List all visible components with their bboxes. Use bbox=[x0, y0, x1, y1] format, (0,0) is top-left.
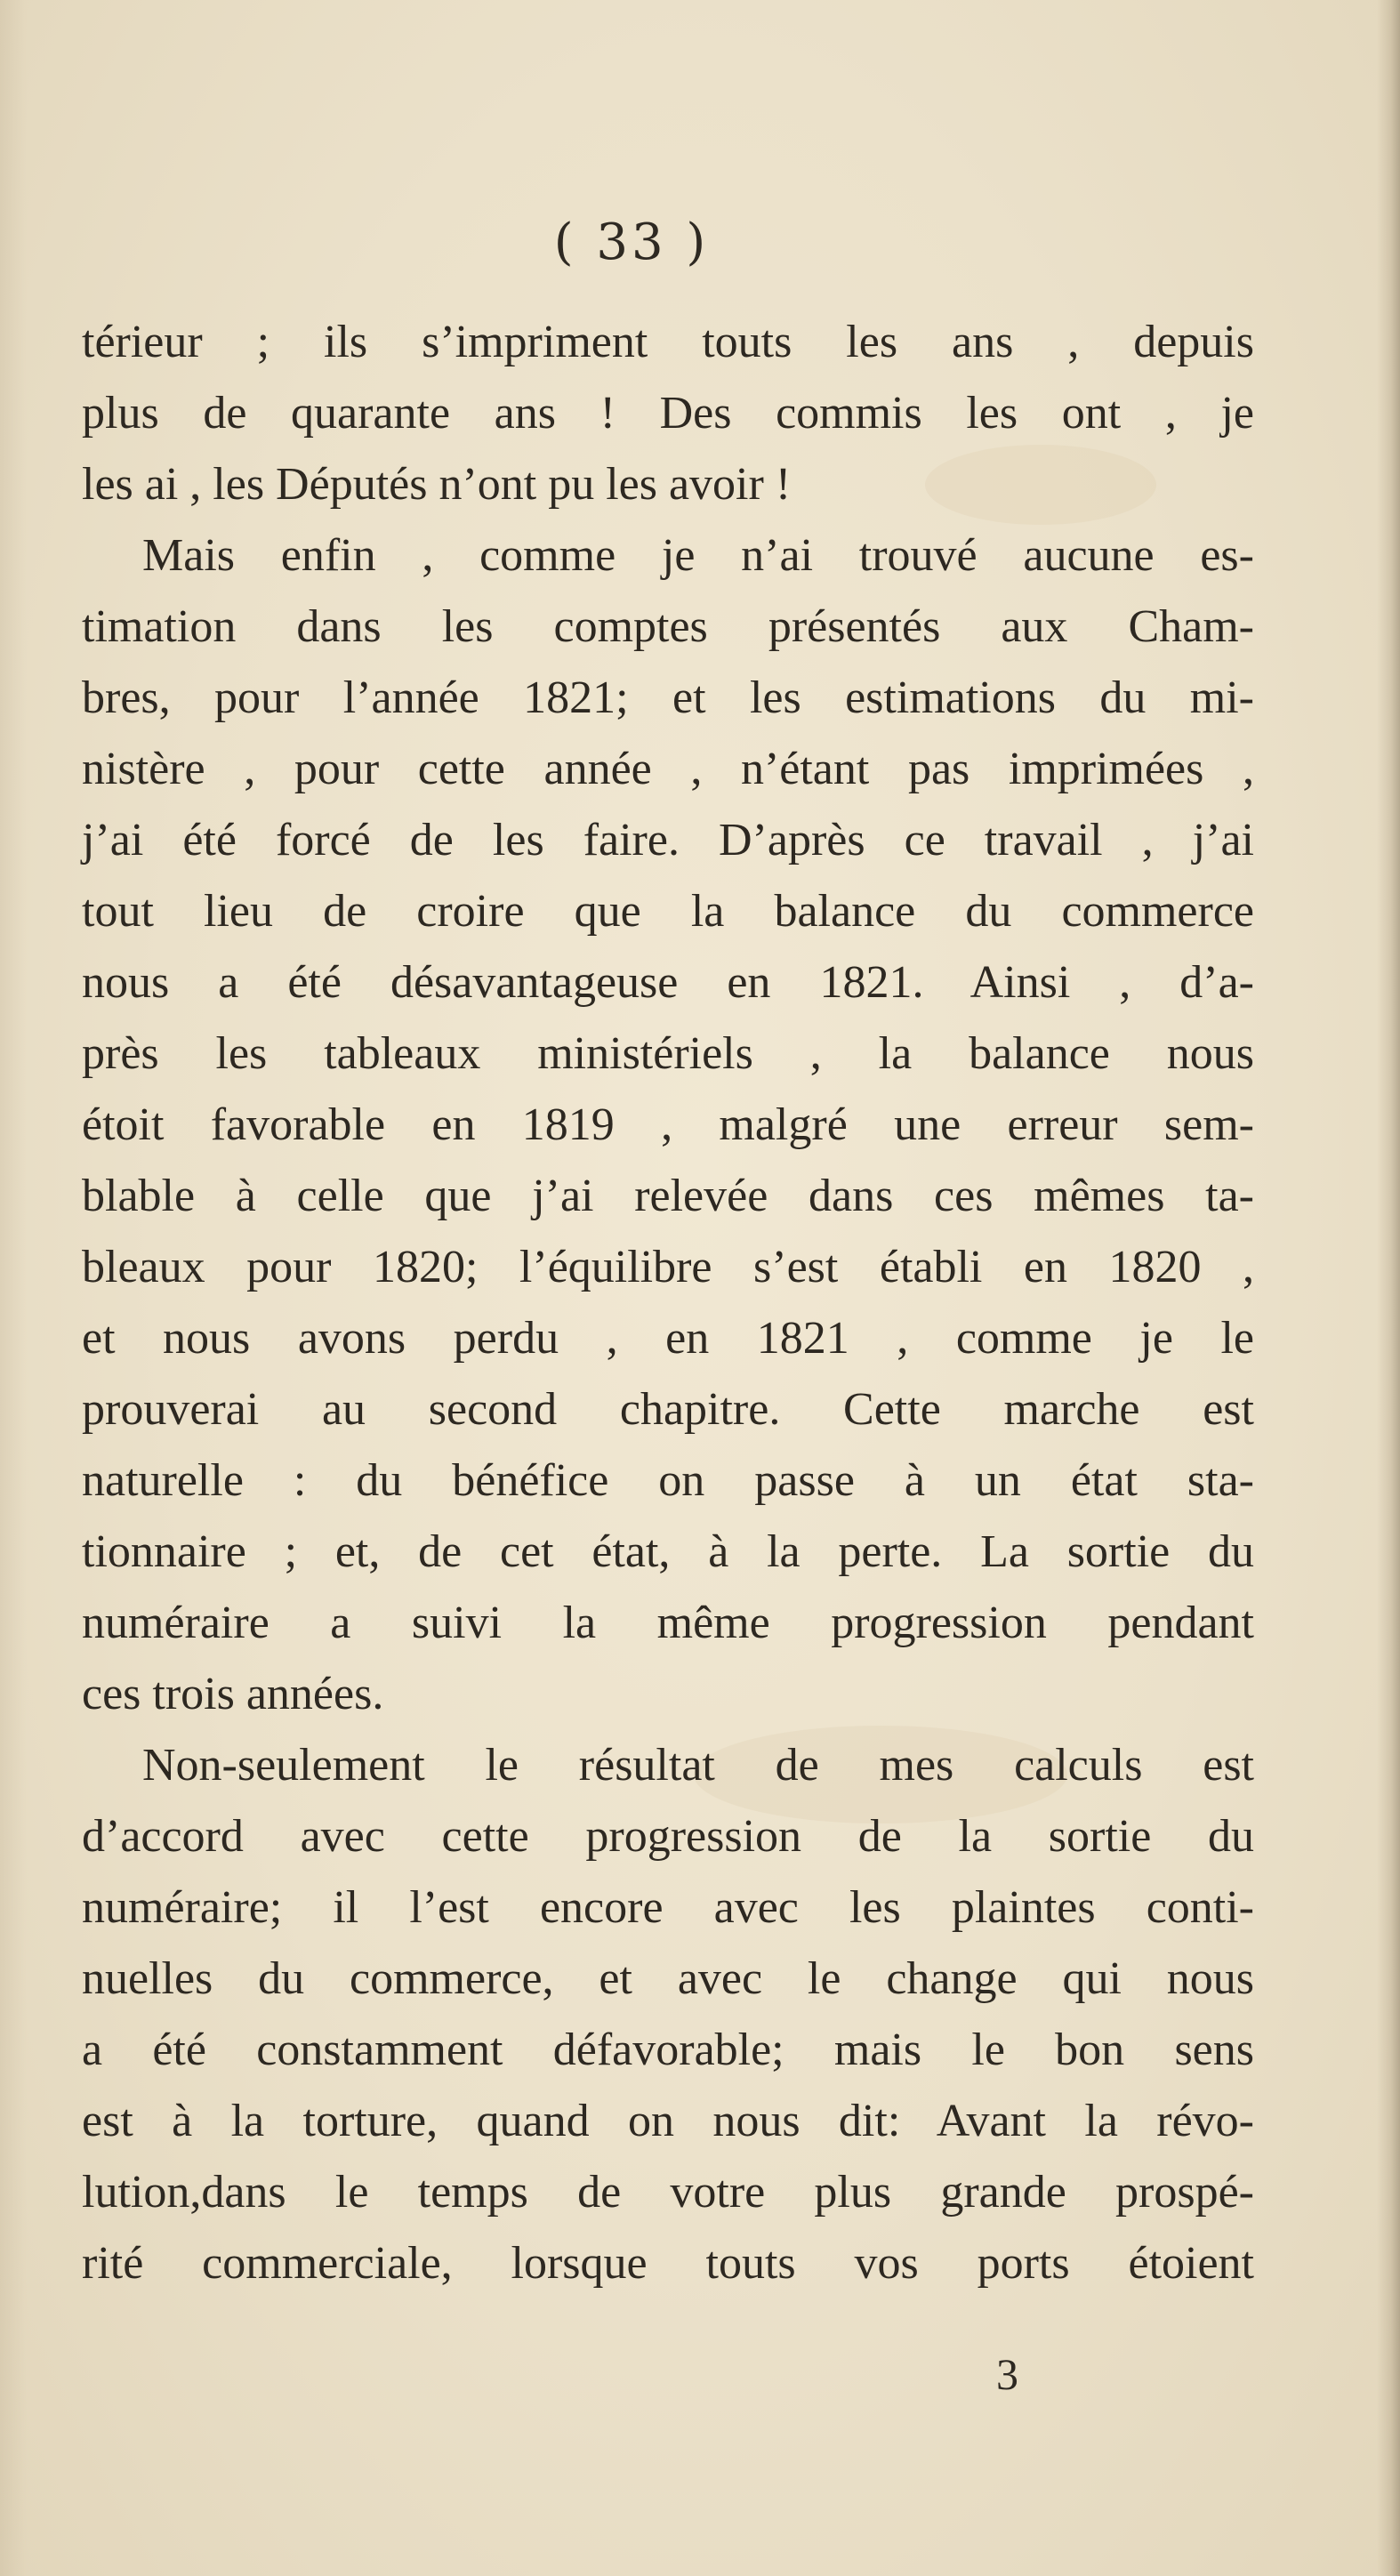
text-line: d’accord avec cette progression de la sortie du bbox=[82, 1811, 1254, 1862]
page-number: ( 33 ) bbox=[553, 213, 710, 271]
text-line: naturelle : du bénéfice on passe à un état sta- bbox=[82, 1455, 1254, 1506]
text-line: a été constamment défavorable; mais le bon sens bbox=[82, 2025, 1254, 2075]
page-left-shadow bbox=[0, 0, 27, 2576]
text-line: ces trois années. bbox=[82, 1669, 384, 1719]
text-line: près les tableaux ministériels , la balance nous bbox=[82, 1028, 1254, 1079]
body-text bbox=[82, 307, 1254, 2299]
text-line: Non-seulement le résultat de mes calculs est bbox=[142, 1740, 1254, 1791]
text-line: nistère , pour cette année , n’étant pas imprimées , bbox=[82, 744, 1254, 794]
text-line: numéraire; il l’est encore avec les plaintes conti- bbox=[82, 1882, 1254, 1933]
text-line: prouverai au second chapitre. Cette marche est bbox=[82, 1384, 1254, 1435]
text-line: nous a été désavantageuse en 1821. Ainsi , d’a- bbox=[82, 957, 1254, 1008]
text-line: blable à celle que j’ai relevée dans ces mêmes ta- bbox=[82, 1171, 1254, 1221]
text-line: étoit favorable en 1819 , malgré une erreur sem- bbox=[82, 1099, 1254, 1150]
text-line: lution,dans le temps de votre plus grande prospé- bbox=[82, 2167, 1254, 2218]
page-right-edge bbox=[1377, 0, 1400, 2576]
text-line: tout lieu de croire que la balance du commerce bbox=[82, 886, 1254, 937]
text-line: les ai , les Députés n’ont pu les avoir ! bbox=[82, 459, 792, 510]
signature-mark: 3 bbox=[996, 2349, 1018, 2399]
text-line: plus de quarante ans ! Des commis les ont , je bbox=[82, 388, 1254, 439]
text-line: Mais enfin , comme je n’ai trouvé aucune es- bbox=[142, 530, 1254, 581]
text-line: bleaux pour 1820; l’équilibre s’est établi en 1820 , bbox=[82, 1242, 1254, 1292]
text-line: numéraire a suivi la même progression pendant bbox=[82, 1598, 1254, 1648]
text-line: térieur ; ils s’impriment touts les ans , depuis bbox=[82, 317, 1254, 367]
text-line: j’ai été forcé de les faire. D’après ce travail , j’ai bbox=[82, 815, 1254, 865]
text-line: nuelles du commerce, et avec le change qui nous bbox=[82, 1953, 1254, 2004]
text-line: tionnaire ; et, de cet état, à la perte. La sortie du bbox=[82, 1526, 1254, 1577]
text-line: bres, pour l’année 1821; et les estimations du mi- bbox=[82, 672, 1254, 723]
text-line: est à la torture, quand on nous dit: Avant la révo- bbox=[82, 2096, 1254, 2146]
text-line: timation dans les comptes présentés aux Cham- bbox=[82, 601, 1254, 652]
text-line: rité commerciale, lorsque touts vos ports étoient bbox=[82, 2238, 1254, 2289]
text-line: et nous avons perdu , en 1821 , comme je le bbox=[82, 1313, 1254, 1364]
